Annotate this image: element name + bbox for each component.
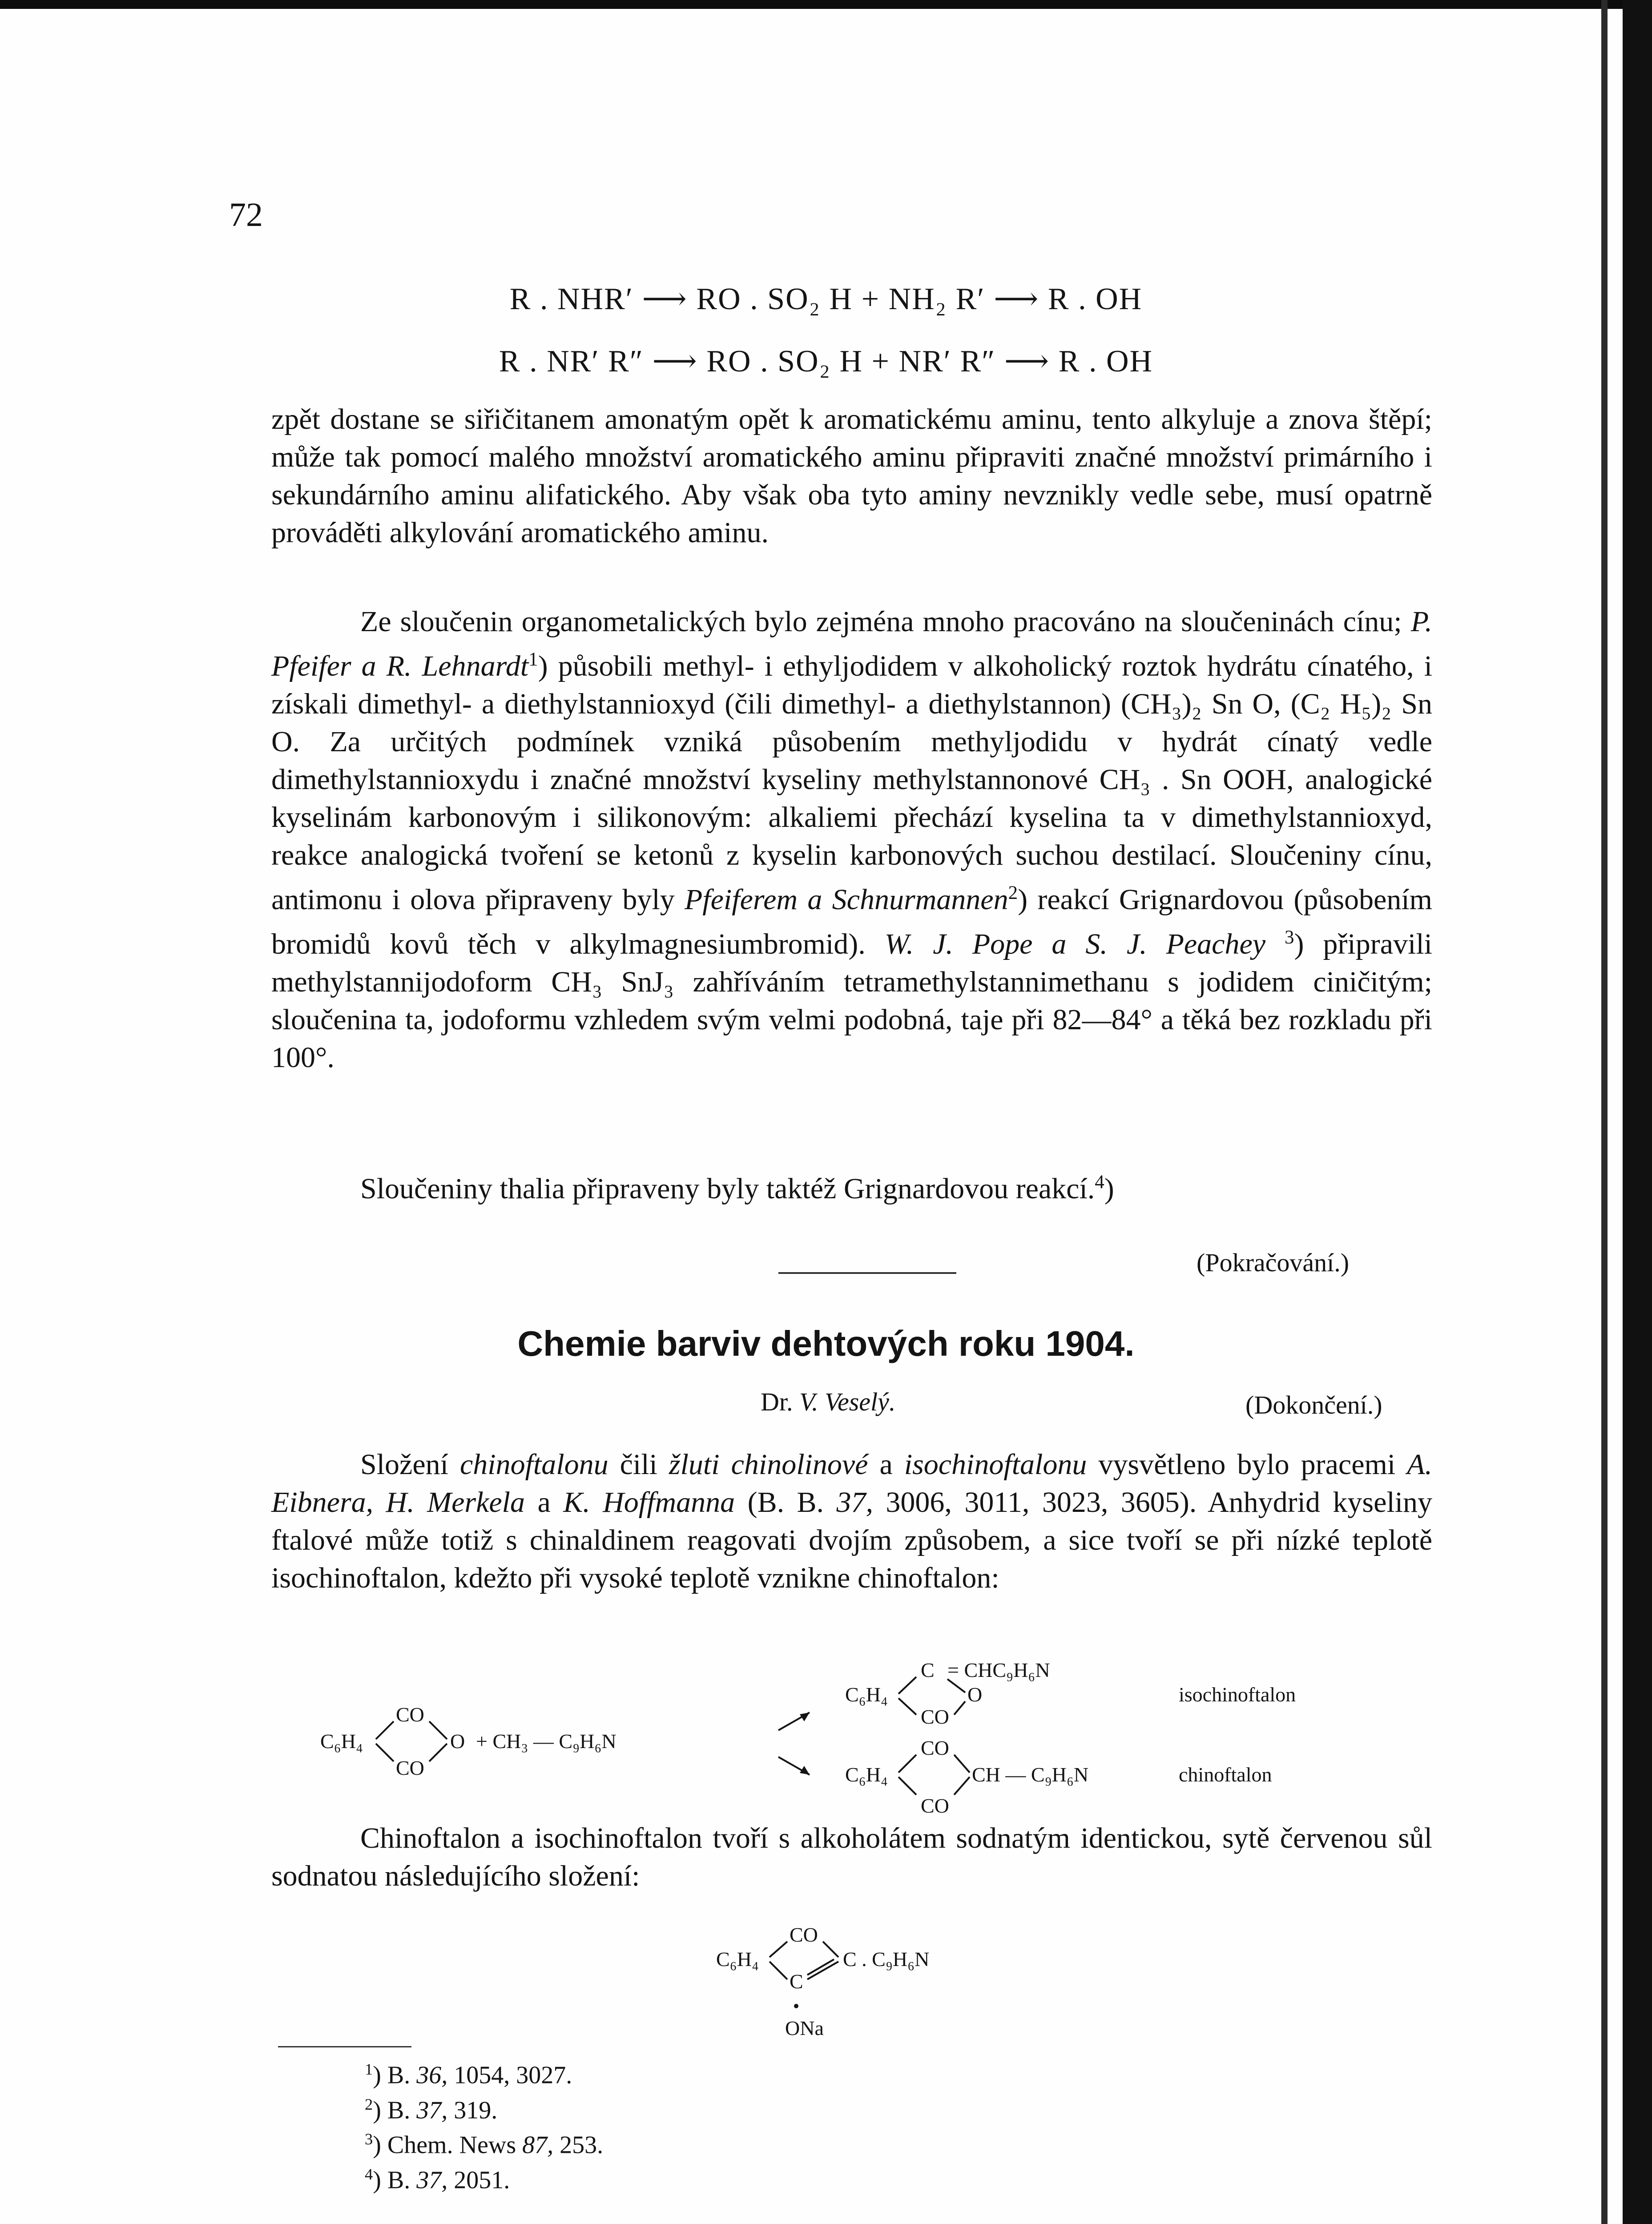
salt-formula [689,1917,1045,2059]
scan-edge-inner [1601,0,1608,2224]
scheme-co-top: CO [396,1703,424,1726]
p4-text-a: Složení [360,1448,448,1481]
scheme-bond [429,1721,447,1739]
p2-text-c: Za určitých podmínek vzniká působením methyljodidu v hydrát cínatý vedle dimethylstannioxydu i značné množství kyseliny methylstannonové [271,725,1432,796]
salt-ona: ONa [785,2017,824,2039]
article-heading: Chemie barviv dehtových roku 1904. [517,1324,1135,1363]
footnote-text: ) B. [373,2096,417,2124]
salt-bond [770,1942,787,1957]
footnote-rule [278,2046,411,2047]
footnotes [365,2055,603,2195]
p2-names-1: P. Pfeifer a R. Lehnardt [271,605,1433,682]
chin-core: C₆H₄ [845,1763,888,1786]
salt-core: C₆H₄ [716,1948,759,1970]
p2-text-a: Ze sloučenin organometalických bylo zejména mnoho pracováno na sloučeninách cínu; [360,605,1402,638]
p2-formula-3: CH₃ SnJ₃ [551,966,674,998]
footnote-number: 2 [365,2095,373,2113]
paragraph-4 [271,1446,1432,1597]
salt-c-bottom: C [790,1970,803,1993]
footnote-4 [365,2160,603,2195]
scheme-bond [899,1777,916,1795]
footnote-volume: 37, [416,2166,448,2194]
paragraph-5-text: Chinoftalon a isochinoftalon tvoří s alkoholátem sodnatým identickou, sytě červenou sůl sodnatou následujícího složení: [271,1822,1432,1892]
continuation-note: (Dokončení.) [1245,1390,1382,1419]
p2-names-2: Pfeiferem a Schnurmannen [684,883,1008,916]
salt-bond [823,1942,838,1957]
chin-label: chinoftalon [1179,1763,1272,1786]
footnote-number: 1 [365,2060,373,2078]
p2-text-d: analogické kyselinám karbonovým i silikonovým: alkaliemi přechází kyselina ta v dimethylstannioxyd, reakce analogická tvoření se ketonů z kyselin karbonových suchou destilací. Sloučeniny cínu, antimonu i olova připraveny byly [271,763,1433,916]
scheme-bond [899,1698,916,1715]
iso-co: CO [921,1705,949,1728]
p2-text-b: ) působili methyl- i ethyljodidem v alkoholický roztok hydrátu cínatého, i získali dimethyl- a diethylstannioxyd (čili dimethyl- a diethylstannon) [271,650,1432,720]
iso-eq: = CHC₉H₆N [947,1659,1050,1681]
p3-close: ) [1104,1172,1114,1205]
footnote-ref-1: 1 [528,649,538,670]
author-line [761,1387,895,1417]
salt-c-right: C . C₉H₆N [843,1948,930,1970]
p4-term-1: chinoftalonu [459,1448,608,1481]
footnote-number: 4 [365,2165,373,2183]
scheme-co-bottom: CO [396,1757,424,1779]
p4-names-2: K. Hoffmanna [563,1486,735,1519]
scheme-bond [376,1744,394,1761]
footnote-pages: 1054, 3027. [447,2061,572,2089]
p2-text-e: ) reakcí Grignardovou (působením bromidů kovů těch v alkylmagnesiumbromid). [271,883,1433,960]
salt-bond [807,1962,838,1979]
author-name: V. Veselý. [799,1387,896,1416]
p2-formula-2: CH₃ . Sn OOH, [1099,763,1294,796]
paragraph-1 [271,400,1432,552]
footnote-pages: 2051. [447,2166,510,2194]
scheme-bond [429,1744,447,1761]
p4-text-e: a [537,1486,551,1519]
footnote-number: 3 [365,2130,373,2148]
footnote-pages: 253. [553,2131,604,2159]
equation-2: R . NR′ R″ ⟶ RO . SO₂ H + NR′ R″ ⟶ R . OH [499,344,1153,379]
equation-1: R . NHR′ ⟶ RO . SO₂ H + NH₂ R′ ⟶ R . OH [509,282,1143,316]
footnote-text: ) Chem. News [373,2131,523,2159]
p2-formula-1: (CH₃)₂ Sn O, (C₂ H₅)₂ Sn O. [271,688,1433,758]
paragraph-2 [271,603,1432,1076]
p4-text-g: 3006, 3011, 3023, 3605). Anhydrid kyseliny ftalové může totiž s chinaldinem reagovati dvojím způsobem, a sice tvoří se při nízké teplotě isochinoftalon, kdežto při vysoké teplotě vznikne chinoftalon: [271,1486,1433,1594]
footnote-volume: 87, [522,2131,554,2159]
scheme-reagent: + CH₃ — C₉H₆N [476,1730,616,1753]
p4-text-d: vysvětleno bylo pracemi [1098,1448,1396,1481]
footnote-2 [365,2090,603,2125]
salt-co: CO [790,1923,818,1946]
footnote-1 [365,2055,603,2090]
chin-rest: CH — C₉H₆N [972,1763,1089,1786]
continued-note: (Pokračování.) [1197,1248,1350,1277]
scheme-bond [954,1755,970,1773]
p2-names-3: W. J. Pope a S. J. Peachey [884,928,1266,960]
iso-label: isochinoftalon [1179,1683,1296,1706]
scheme-bond [954,1701,965,1715]
chin-co-top: CO [921,1736,949,1759]
p2-text-g: zahříváním tetramethylstannimethanu s jodidem ciničitým; sloučenina ta, jodoformu vzhledem svým velmi podobná, taje při 82—84° a těká bez rozkladu při 100°. [271,966,1432,1074]
footnote-volume: 37, [416,2096,448,2124]
paragraph-3 [271,1163,1432,1208]
footnote-text: ) B. [373,2061,417,2089]
iso-c: C [921,1659,935,1681]
p4-term-3: isochinoftalonu [904,1448,1087,1481]
paragraph-1-text: zpět dostane se siřičitanem amonatým opět k aromatickému aminu, tento alkyluje a znova štěpí; může tak pomocí malého množství aromatického aminu připraviti značné množství primárního i sekundárního aminu alifatického. Aby však oba tyto aminy nevznikly vedle sebe, musí opatrně prováděti alkylování aromatického aminu. [271,403,1432,549]
footnote-3 [365,2125,603,2160]
scheme-left-core: C₆H₄ [320,1730,363,1753]
p4-text-f: (B. B. [747,1486,824,1519]
p4-volume: 37, [836,1486,873,1519]
scheme-bond [954,1777,970,1795]
p4-names-1: A. Eibnera, H. Merkela [271,1448,1432,1519]
iso-core: C₆H₄ [845,1683,888,1706]
section-separator [778,1272,956,1274]
p3-text: Sloučeniny thalia připraveny byly taktéž Grignardovou reakcí. [360,1172,1095,1205]
scheme-bond [376,1721,394,1739]
author-prefix: Dr. [761,1387,793,1416]
footnote-ref-3: 3 [1285,927,1294,948]
paragraph-5 [271,1819,1432,1895]
reaction-scheme [311,1655,1401,1824]
salt-bond-dot [794,2004,798,2008]
page-number: 72 [229,196,263,234]
footnote-volume: 36, [416,2061,448,2089]
p2-text-f: ) připravili methylstannijodoform [271,928,1432,998]
footnote-text: ) B. [373,2166,417,2194]
footnote-ref-2: 2 [1008,882,1018,903]
footnote-ref-4: 4 [1095,1172,1104,1193]
salt-bond [770,1962,787,1979]
p4-term-2: žluti chinolinové [669,1448,868,1481]
chin-co-bottom: CO [921,1794,949,1817]
footnote-pages: 319. [447,2096,498,2124]
scheme-bond [899,1677,916,1694]
scheme-o: O [450,1730,465,1753]
scheme-bond [899,1755,916,1773]
scan-edge-right [1623,0,1652,2224]
p4-text-b: čili [620,1448,657,1481]
scan-edge-top [0,0,1652,9]
p4-text-c: a [879,1448,893,1481]
iso-o: O [967,1683,983,1706]
